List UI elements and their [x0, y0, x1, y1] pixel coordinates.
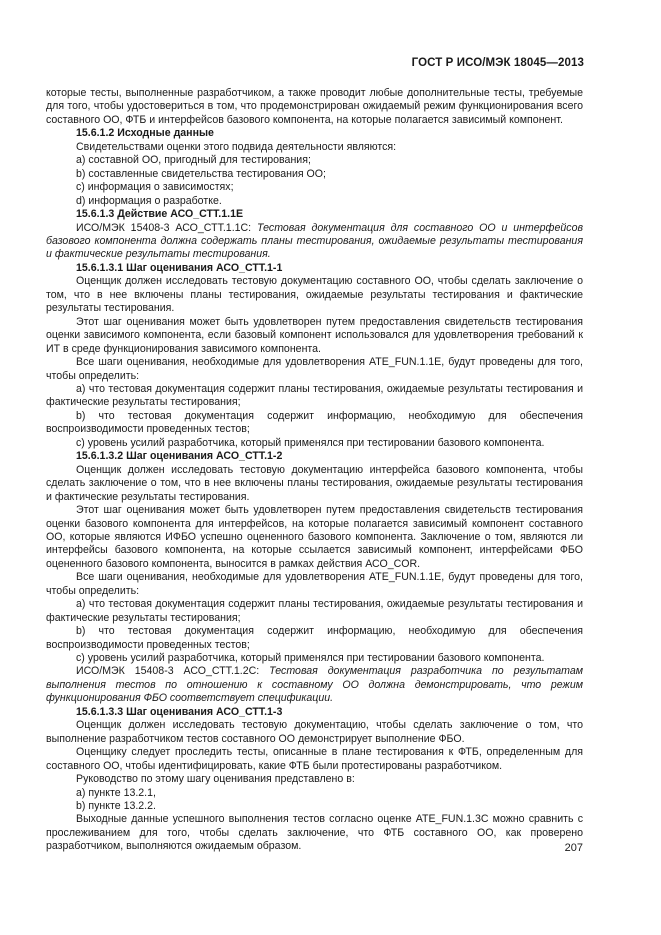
paragraph: Свидетельствами оценки этого подвида деятельности являются:: [76, 140, 397, 153]
document-body: [46, 87, 583, 854]
paragraph: b) что тестовая документация содержит информацию, необходимую для обеспечения воспроизводимости проведенных тестов;: [46, 409, 583, 436]
paragraph: a) что тестовая документация содержит планы тестирования, ожидаемые результаты тестирования и фактические результаты тестирования;: [46, 382, 583, 409]
paragraph: a) пункте 13.2.1,: [76, 786, 156, 799]
paragraph: a) составной ОО, пригодный для тестирования;: [76, 154, 311, 167]
section-heading: 15.6.1.3.2 Шаг оценивания АСО_СТТ.1-2: [76, 450, 283, 463]
paragraph: c) уровень усилий разработчика, который применялся при тестировании базового компонента.: [76, 436, 545, 449]
paragraph: b) пункте 13.2.2.: [76, 800, 156, 813]
paragraph: Руководство по этому шагу оценивания представлено в:: [76, 773, 355, 786]
reference-prefix: ИСО/МЭК 15408-3 АСО_СТТ.1.1С:: [76, 221, 257, 234]
reference-text: Тестовая документация разработчика по результатам выполнения тестов по отношению к составному ОО должна демонстрировать, что режим функционирования ФБО соответствует спецификации.: [46, 665, 584, 705]
paragraph: Оценщик должен исследовать тестовую документацию составного ОО, чтобы сделать заключение о том, что в нее включены планы тестирования, ожидаемые результаты тестирования и фактические результаты тестирования.: [46, 275, 583, 315]
page-number: 207: [564, 842, 583, 854]
paragraph: a) что тестовая документация содержит планы тестирования, ожидаемые результаты тестирования и фактические результаты тестирования;: [46, 598, 583, 624]
section-heading: 15.6.1.2 Исходные данные: [76, 127, 214, 140]
paragraph: c) уровень усилий разработчика, который применялся при тестировании базового компонента.: [76, 652, 545, 665]
paragraph: Оценщик должен исследовать тестовую документацию интерфейса базового компонента, чтобы сделать заключение о том, что в нее включены планы тестирования, ожидаемые результаты тестирования и фактические результаты тестирования.: [46, 463, 583, 503]
paragraph: b) что тестовая документация содержит информацию, необходимую для обеспечения воспроизводимости проведенных тестов;: [46, 625, 583, 651]
section-heading: 15.6.1.3.1 Шаг оценивания АСО_СТТ.1-1: [76, 261, 283, 274]
paragraph: c) информация о зависимостях;: [76, 181, 234, 194]
requirement-reference: [46, 665, 583, 705]
paragraph: d) информация о разработке.: [76, 194, 222, 207]
paragraph: Оценщику следует проследить тесты, описанные в плане тестирования к ФТБ, определенным для составного ОО, чтобы идентифицировать, какие ФТБ были протестированы разработчиком.: [46, 746, 583, 772]
paragraph: Этот шаг оценивания может быть удовлетворен путем предоставления свидетельств тестирования оценки базового компонента для интерфейсов, на которые полагается зависимый компонент составного ОО, которые являются ИФБО успешно оцененного базового компонента. Заключение о том, являются ли интерфейсы базового компонента, на которые ссылается зависимый компонент, интерфейсами ФБО оцененного базового компонента, выносится в рамках действия АСО_COR.: [46, 504, 583, 570]
paragraph: которые тесты, выполненные разработчиком, а также проводит любые дополнительные тесты, требуемые для того, чтобы удостовериться в том, что продемонстрирован ожидаемый режим функционирования всего составного ОО, ФТБ и интерфейсов базового компонента, на которые полагается зависимый компонент.: [46, 87, 583, 126]
paragraph: Выходные данные успешного выполнения тестов согласно оценке ATE_FUN.1.3C можно сравнить с прослеживанием для того, чтобы сделать заключение, что ФТБ составного ОО, как проверено разработчиком, выполняются ожидаемым образом.: [46, 813, 583, 853]
paragraph: Этот шаг оценивания может быть удовлетворен путем предоставления свидетельств тестирования оценки зависимого компонента, если базовый компонент использовался для удовлетворения требований к ИТ в среде функционирования зависимого компонента.: [46, 315, 583, 355]
reference-text: Тестовая документация для составного ОО и интерфейсов базового компонента должна содержать планы тестирования, ожидаемые результаты тестирования и фактические результаты тестирования.: [46, 221, 584, 261]
paragraph: b) составленные свидетельства тестирования ОО;: [76, 167, 326, 180]
paragraph: Все шаги оценивания, необходимые для удовлетворения ATE_FUN.1.1E, будут проведены для того, чтобы определить:: [46, 571, 583, 597]
document-header: ГОСТ Р ИСО/МЭК 18045—2013: [411, 57, 584, 69]
section-heading: 15.6.1.3 Действие АСО_СТТ.1.1Е: [76, 208, 244, 221]
paragraph: Все шаги оценивания, необходимые для удовлетворения ATE_FUN.1.1E, будут проведены для того, чтобы определить:: [46, 356, 583, 382]
section-heading: 15.6.1.3.3 Шаг оценивания АСО_СТТ.1-3: [76, 705, 283, 718]
paragraph: Оценщик должен исследовать тестовую документацию, чтобы сделать заключение о том, что выполнение разработчиком тестов составного ОО демонстрирует выполнение ФБО.: [46, 719, 583, 745]
requirement-reference: [46, 222, 583, 262]
reference-prefix: ИСО/МЭК 15408-3 АСО_СТТ.1.2С:: [76, 665, 270, 678]
